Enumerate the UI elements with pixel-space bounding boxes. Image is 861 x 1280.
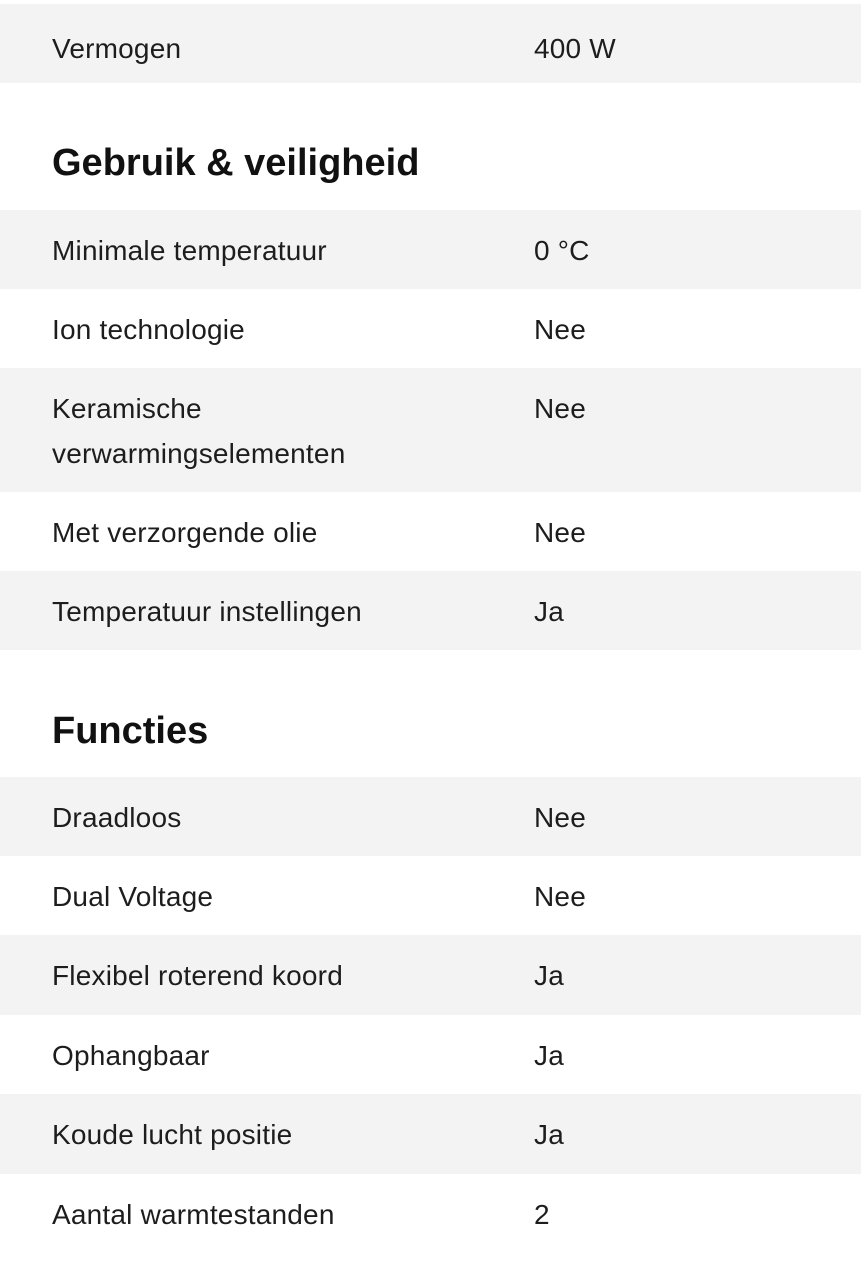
spec-label: Draadloos [52, 802, 182, 833]
spec-row [0, 368, 861, 492]
spec-row [0, 856, 861, 935]
spec-value: 400 W [534, 33, 616, 64]
spec-row [0, 935, 861, 1015]
spec-row [0, 571, 861, 650]
spec-label: Koude lucht positie [52, 1119, 293, 1150]
spec-label: Met verzorgende olie [52, 517, 318, 548]
spec-value: Ja [534, 1040, 564, 1071]
spec-row [0, 777, 861, 856]
spec-value: Ja [534, 1119, 564, 1150]
spec-row [0, 4, 861, 83]
spec-value: Nee [534, 802, 586, 833]
spec-label: Ion technologie [52, 314, 245, 345]
spec-label: Flexibel roterend koord [52, 960, 343, 991]
section-title: Gebruik & veiligheid [52, 142, 420, 184]
spec-value: 2 [534, 1199, 550, 1230]
spec-value: Ja [534, 960, 564, 991]
spec-value: Nee [534, 314, 586, 345]
spec-row [0, 1094, 861, 1174]
spec-row [0, 289, 861, 368]
spec-value: Nee [534, 393, 586, 424]
section-title: Functies [52, 710, 209, 752]
spec-value: Nee [534, 881, 586, 912]
spec-row [0, 1015, 861, 1094]
spec-label: Minimale temperatuur [52, 235, 327, 266]
spec-label: Keramische verwarmingselementen [52, 393, 346, 469]
spec-label: Ophangbaar [52, 1040, 210, 1071]
spec-row [0, 1174, 861, 1253]
spec-label: Temperatuur instellingen [52, 596, 362, 627]
spec-row [0, 492, 861, 571]
spec-label: Aantal warmtestanden [52, 1199, 335, 1230]
spec-label: Dual Voltage [52, 881, 214, 912]
spec-row [0, 210, 861, 289]
spec-label: Vermogen [52, 33, 182, 64]
spec-value: Nee [534, 517, 586, 548]
spec-value: Ja [534, 596, 564, 627]
spec-value: 0 °C [534, 235, 590, 266]
